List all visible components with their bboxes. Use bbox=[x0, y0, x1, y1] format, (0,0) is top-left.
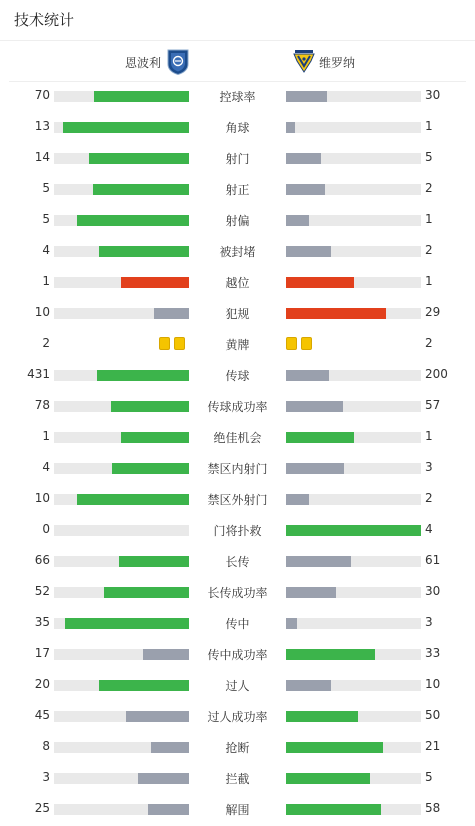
stat-label: 禁区内射门 bbox=[207, 462, 268, 476]
stat-row bbox=[0, 334, 475, 354]
away-stat-value: 2 bbox=[425, 491, 433, 505]
away-stat-bar-fill bbox=[286, 618, 297, 629]
home-stat-bar-fill bbox=[138, 773, 189, 784]
home-stat-bar bbox=[54, 525, 189, 536]
home-stat-bar bbox=[54, 370, 189, 381]
away-stat-bar-fill bbox=[286, 401, 343, 412]
home-stat-bar bbox=[54, 587, 189, 598]
away-stat-bar-fill bbox=[286, 246, 331, 257]
away-stat-bar bbox=[286, 432, 421, 443]
away-stat-bar bbox=[286, 91, 421, 102]
home-stat-bar bbox=[54, 184, 189, 195]
away-stat-bar bbox=[286, 122, 421, 133]
away-stat-bar-fill bbox=[286, 215, 309, 226]
stat-row bbox=[0, 737, 475, 757]
stat-row bbox=[0, 799, 475, 819]
stat-row bbox=[0, 520, 475, 540]
home-stat-bar-fill bbox=[65, 618, 189, 629]
home-stat-bar bbox=[54, 401, 189, 412]
away-stat-bar-fill bbox=[286, 277, 354, 288]
home-stat-value: 5 bbox=[42, 212, 50, 226]
away-team-name: 维罗纳 bbox=[319, 56, 356, 70]
home-stat-bar bbox=[54, 308, 189, 319]
stat-row bbox=[0, 582, 475, 602]
away-stat-value: 21 bbox=[425, 739, 441, 753]
home-stat-bar-fill bbox=[77, 215, 189, 226]
home-stat-bar bbox=[54, 122, 189, 133]
away-stat-value: 1 bbox=[425, 212, 433, 226]
home-stat-bar bbox=[54, 215, 189, 226]
home-team-name: 恩波利 bbox=[124, 56, 161, 70]
home-stat-bar bbox=[54, 432, 189, 443]
home-stat-bar-fill bbox=[154, 308, 189, 319]
away-stat-bar bbox=[286, 215, 421, 226]
home-stat-bar-fill bbox=[143, 649, 189, 660]
yellow-card-icon bbox=[286, 337, 297, 350]
away-stat-bar bbox=[286, 370, 421, 381]
away-stat-bar-fill bbox=[286, 91, 327, 102]
stat-label: 角球 bbox=[225, 121, 250, 135]
stat-label: 射正 bbox=[225, 183, 250, 197]
away-stat-bar-fill bbox=[286, 649, 375, 660]
away-stat-bar-fill bbox=[286, 773, 370, 784]
teams-header bbox=[9, 41, 466, 82]
home-stat-bar bbox=[54, 618, 189, 629]
home-stat-value: 3 bbox=[42, 770, 50, 784]
away-stat-value: 1 bbox=[425, 119, 433, 133]
away-stat-value: 5 bbox=[425, 150, 433, 164]
stat-label: 射门 bbox=[225, 152, 250, 166]
home-stat-bar-fill bbox=[99, 246, 189, 257]
away-stat-bar bbox=[286, 401, 421, 412]
home-stat-bar-fill bbox=[151, 742, 189, 753]
stat-label: 传中成功率 bbox=[207, 648, 268, 662]
away-stat-bar bbox=[286, 556, 421, 567]
home-stat-bar bbox=[54, 649, 189, 660]
away-stat-bar-fill bbox=[286, 184, 325, 195]
away-stat-value: 61 bbox=[425, 553, 441, 567]
away-stat-bar-fill bbox=[286, 711, 358, 722]
stat-row bbox=[0, 675, 475, 695]
stat-row bbox=[0, 396, 475, 416]
stat-label: 控球率 bbox=[219, 90, 256, 104]
home-stat-value: 13 bbox=[34, 119, 50, 133]
home-stat-value: 25 bbox=[34, 801, 50, 815]
home-stat-value: 1 bbox=[42, 429, 50, 443]
stat-row bbox=[0, 117, 475, 137]
away-stat-bar bbox=[286, 711, 421, 722]
away-stat-bar-fill bbox=[286, 556, 351, 567]
away-stat-bar bbox=[286, 742, 421, 753]
home-stat-bar-fill bbox=[77, 494, 189, 505]
stat-row bbox=[0, 210, 475, 230]
yellow-card-icon bbox=[159, 337, 170, 350]
home-stat-bar bbox=[54, 711, 189, 722]
away-stat-value: 3 bbox=[425, 615, 433, 629]
stat-label: 绝佳机会 bbox=[213, 431, 262, 445]
home-stat-bar-fill bbox=[104, 587, 189, 598]
stat-label: 被封堵 bbox=[219, 245, 256, 259]
home-stat-bar-fill bbox=[112, 463, 189, 474]
home-stat-bar-fill bbox=[94, 91, 189, 102]
stat-label: 传中 bbox=[225, 617, 250, 631]
home-stat-bar-fill bbox=[148, 804, 189, 815]
home-stat-value: 8 bbox=[42, 739, 50, 753]
stat-label: 越位 bbox=[225, 276, 250, 290]
away-stat-bar bbox=[286, 804, 421, 815]
home-stat-value: 20 bbox=[34, 677, 50, 691]
home-stat-bar-fill bbox=[121, 432, 189, 443]
stat-label: 射偏 bbox=[225, 214, 250, 228]
home-stat-value: 17 bbox=[34, 646, 50, 660]
away-stat-bar-fill bbox=[286, 463, 344, 474]
stat-label: 黄牌 bbox=[225, 338, 250, 352]
home-stat-value: 0 bbox=[42, 522, 50, 536]
stat-label: 门将扑救 bbox=[213, 524, 262, 538]
home-stat-value: 4 bbox=[42, 460, 50, 474]
home-stat-bar-fill bbox=[126, 711, 189, 722]
stat-row bbox=[0, 365, 475, 385]
away-stat-bar bbox=[286, 680, 421, 691]
away-stat-value: 58 bbox=[425, 801, 441, 815]
away-stat-bar bbox=[286, 587, 421, 598]
stat-row bbox=[0, 86, 475, 106]
away-stat-value: 3 bbox=[425, 460, 433, 474]
away-stat-bar bbox=[286, 153, 421, 164]
away-stat-bar bbox=[286, 184, 421, 195]
away-yellow-cards bbox=[286, 337, 316, 356]
home-stat-value: 431 bbox=[27, 367, 50, 381]
stat-label: 过人成功率 bbox=[207, 710, 268, 724]
home-stat-bar bbox=[54, 773, 189, 784]
home-stat-bar bbox=[54, 153, 189, 164]
yellow-card-icon bbox=[301, 337, 312, 350]
home-stat-value: 78 bbox=[34, 398, 50, 412]
home-stat-value: 66 bbox=[34, 553, 50, 567]
away-stat-bar bbox=[286, 246, 421, 257]
away-stat-value: 1 bbox=[425, 429, 433, 443]
home-stat-value: 4 bbox=[42, 243, 50, 257]
home-stat-bar bbox=[54, 742, 189, 753]
away-stat-bar-fill bbox=[286, 742, 383, 753]
stat-row bbox=[0, 148, 475, 168]
away-stat-bar-fill bbox=[286, 680, 331, 691]
home-stat-bar-fill bbox=[99, 680, 189, 691]
away-stat-value: 29 bbox=[425, 305, 441, 319]
stat-row bbox=[0, 489, 475, 509]
stat-row bbox=[0, 241, 475, 261]
away-stat-value: 4 bbox=[425, 522, 433, 536]
away-stat-value: 57 bbox=[425, 398, 441, 412]
away-stat-value: 50 bbox=[425, 708, 441, 722]
home-yellow-cards bbox=[159, 337, 189, 356]
home-stat-value: 52 bbox=[34, 584, 50, 598]
away-stat-bar bbox=[286, 463, 421, 474]
stat-label: 抢断 bbox=[225, 741, 250, 755]
home-stat-bar bbox=[54, 556, 189, 567]
stat-label: 长传 bbox=[225, 555, 250, 569]
home-stat-bar-fill bbox=[111, 401, 189, 412]
stat-row bbox=[0, 427, 475, 447]
away-stat-value: 200 bbox=[425, 367, 448, 381]
home-stat-bar bbox=[54, 680, 189, 691]
stat-row bbox=[0, 706, 475, 726]
home-stat-value: 10 bbox=[34, 305, 50, 319]
stat-label: 拦截 bbox=[225, 772, 250, 786]
stat-label: 过人 bbox=[225, 679, 250, 693]
away-stat-value: 30 bbox=[425, 584, 441, 598]
away-stat-value: 33 bbox=[425, 646, 441, 660]
stat-row bbox=[0, 613, 475, 633]
stats-header bbox=[0, 0, 475, 41]
home-stat-bar-fill bbox=[97, 370, 189, 381]
away-stat-bar-fill bbox=[286, 308, 386, 319]
home-stat-bar bbox=[54, 277, 189, 288]
home-stat-bar bbox=[54, 246, 189, 257]
away-stat-bar-fill bbox=[286, 432, 354, 443]
away-stat-bar bbox=[286, 525, 421, 536]
home-stat-bar-fill bbox=[89, 153, 189, 164]
away-stat-bar-fill bbox=[286, 804, 381, 815]
away-stat-value: 2 bbox=[425, 181, 433, 195]
away-stat-bar bbox=[286, 773, 421, 784]
home-stat-bar bbox=[54, 804, 189, 815]
home-stat-bar bbox=[54, 494, 189, 505]
away-stat-value: 2 bbox=[425, 243, 433, 257]
away-stat-bar-fill bbox=[286, 122, 295, 133]
home-stat-value: 2 bbox=[42, 336, 50, 350]
home-stat-bar-fill bbox=[63, 122, 189, 133]
home-stat-value: 5 bbox=[42, 181, 50, 195]
stat-label: 传球 bbox=[225, 369, 250, 383]
home-stat-value: 35 bbox=[34, 615, 50, 629]
away-stat-bar bbox=[286, 308, 421, 319]
away-stat-bar bbox=[286, 277, 421, 288]
away-stat-bar-fill bbox=[286, 587, 336, 598]
away-stat-bar-fill bbox=[286, 525, 421, 536]
stat-row bbox=[0, 551, 475, 571]
home-stat-value: 1 bbox=[42, 274, 50, 288]
yellow-card-icon bbox=[174, 337, 185, 350]
away-stat-bar bbox=[286, 649, 421, 660]
home-stat-value: 14 bbox=[34, 150, 50, 164]
away-stat-value: 10 bbox=[425, 677, 441, 691]
stat-label: 传球成功率 bbox=[207, 400, 268, 414]
stat-row bbox=[0, 768, 475, 788]
away-stat-bar bbox=[286, 494, 421, 505]
stat-label: 禁区外射门 bbox=[207, 493, 268, 507]
home-stat-bar-fill bbox=[119, 556, 189, 567]
home-stat-bar-fill bbox=[93, 184, 189, 195]
stat-label: 长传成功率 bbox=[207, 586, 268, 600]
stat-row bbox=[0, 458, 475, 478]
home-stat-bar-fill bbox=[121, 277, 189, 288]
stat-label: 犯规 bbox=[225, 307, 250, 321]
home-stat-bar bbox=[54, 463, 189, 474]
stat-label: 解围 bbox=[225, 803, 250, 817]
away-stat-bar-fill bbox=[286, 370, 329, 381]
away-stat-value: 1 bbox=[425, 274, 433, 288]
away-stat-bar-fill bbox=[286, 153, 321, 164]
stat-row bbox=[0, 179, 475, 199]
page-title: 技术统计 bbox=[14, 11, 75, 29]
home-stat-value: 70 bbox=[34, 88, 50, 102]
away-stat-value: 30 bbox=[425, 88, 441, 102]
stat-row bbox=[0, 303, 475, 323]
home-stat-bar bbox=[54, 91, 189, 102]
away-stat-value: 2 bbox=[425, 336, 433, 350]
away-stat-bar-fill bbox=[286, 494, 309, 505]
stat-row bbox=[0, 644, 475, 664]
stat-row bbox=[0, 272, 475, 292]
home-stat-value: 10 bbox=[34, 491, 50, 505]
home-stat-value: 45 bbox=[34, 708, 50, 722]
away-stat-value: 5 bbox=[425, 770, 433, 784]
home-team-crest-icon bbox=[167, 49, 189, 75]
away-stat-bar bbox=[286, 618, 421, 629]
away-team-crest-icon bbox=[292, 49, 316, 73]
